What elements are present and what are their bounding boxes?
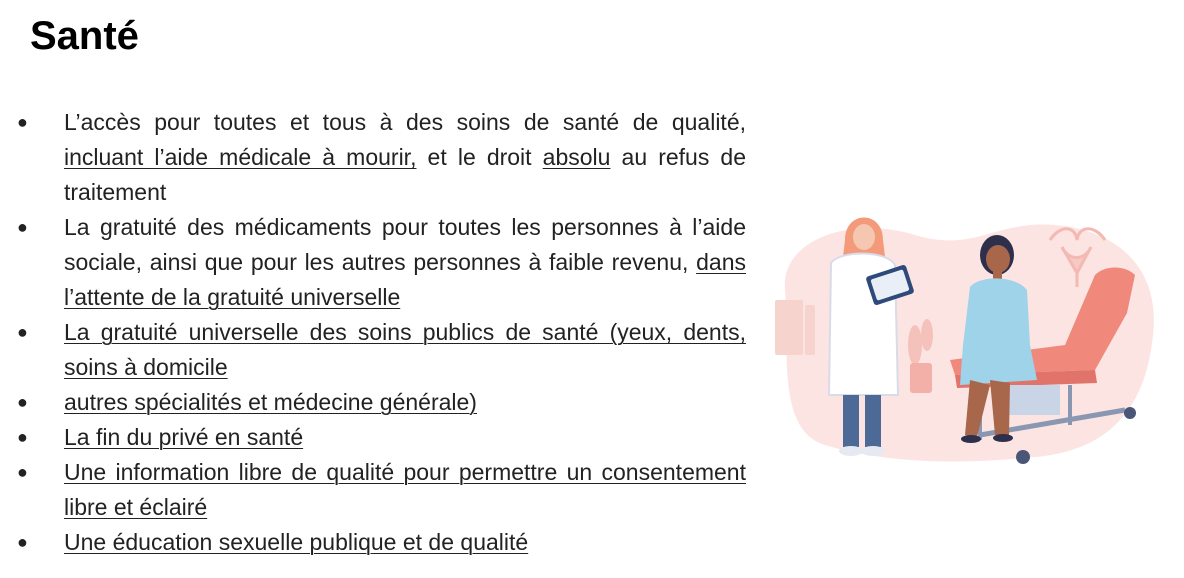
bullet-icon: ● xyxy=(17,322,28,342)
bullet-icon: ● xyxy=(17,217,28,237)
bullet-icon: ● xyxy=(17,392,28,412)
bullet-icon: ● xyxy=(17,427,28,447)
item-text: L’accès pour toutes et tous à des soins de santé de qualité, xyxy=(64,109,746,135)
list-item xyxy=(0,210,746,315)
bullet-icon: ● xyxy=(17,462,28,482)
list-item xyxy=(0,420,746,455)
item-text-underlined: La gratuité universelle des soins publics de santé (yeux, dents, soins à domicile xyxy=(64,319,746,380)
list-item xyxy=(0,525,746,560)
item-text-underlined: absolu xyxy=(542,144,611,170)
item-text: La gratuité des médicaments pour toutes les personnes à l’aide sociale, ainsi que pour les autres personnes à faible revenu, xyxy=(64,214,746,275)
item-text-underlined: autres spécialités et médecine générale) xyxy=(64,389,477,415)
page-title: Santé xyxy=(30,14,139,58)
item-text-underlined: Une éducation sexuelle publique et de qualité xyxy=(64,529,529,555)
bullet-icon: ● xyxy=(17,112,28,132)
item-text: au refus de traitement xyxy=(64,144,747,205)
list-item xyxy=(0,315,746,385)
bullet-list xyxy=(0,105,760,560)
doctor-patient-consultation-illustration xyxy=(765,195,1165,470)
list-item xyxy=(0,385,746,420)
item-text-underlined: La fin du privé en santé xyxy=(64,424,304,450)
item-text: et le droit xyxy=(416,144,543,170)
list-item xyxy=(0,105,746,210)
item-text-underlined: Une information libre de qualité pour permettre un consentement libre et éclairé xyxy=(64,459,746,520)
shelf-decoration xyxy=(775,300,815,355)
list-item xyxy=(0,455,746,525)
bullet-icon: ● xyxy=(17,532,28,552)
item-text-underlined: dans l’attente de la gratuité universelle xyxy=(64,249,746,310)
item-text-underlined: incluant l’aide médicale à mourir, xyxy=(64,144,417,170)
